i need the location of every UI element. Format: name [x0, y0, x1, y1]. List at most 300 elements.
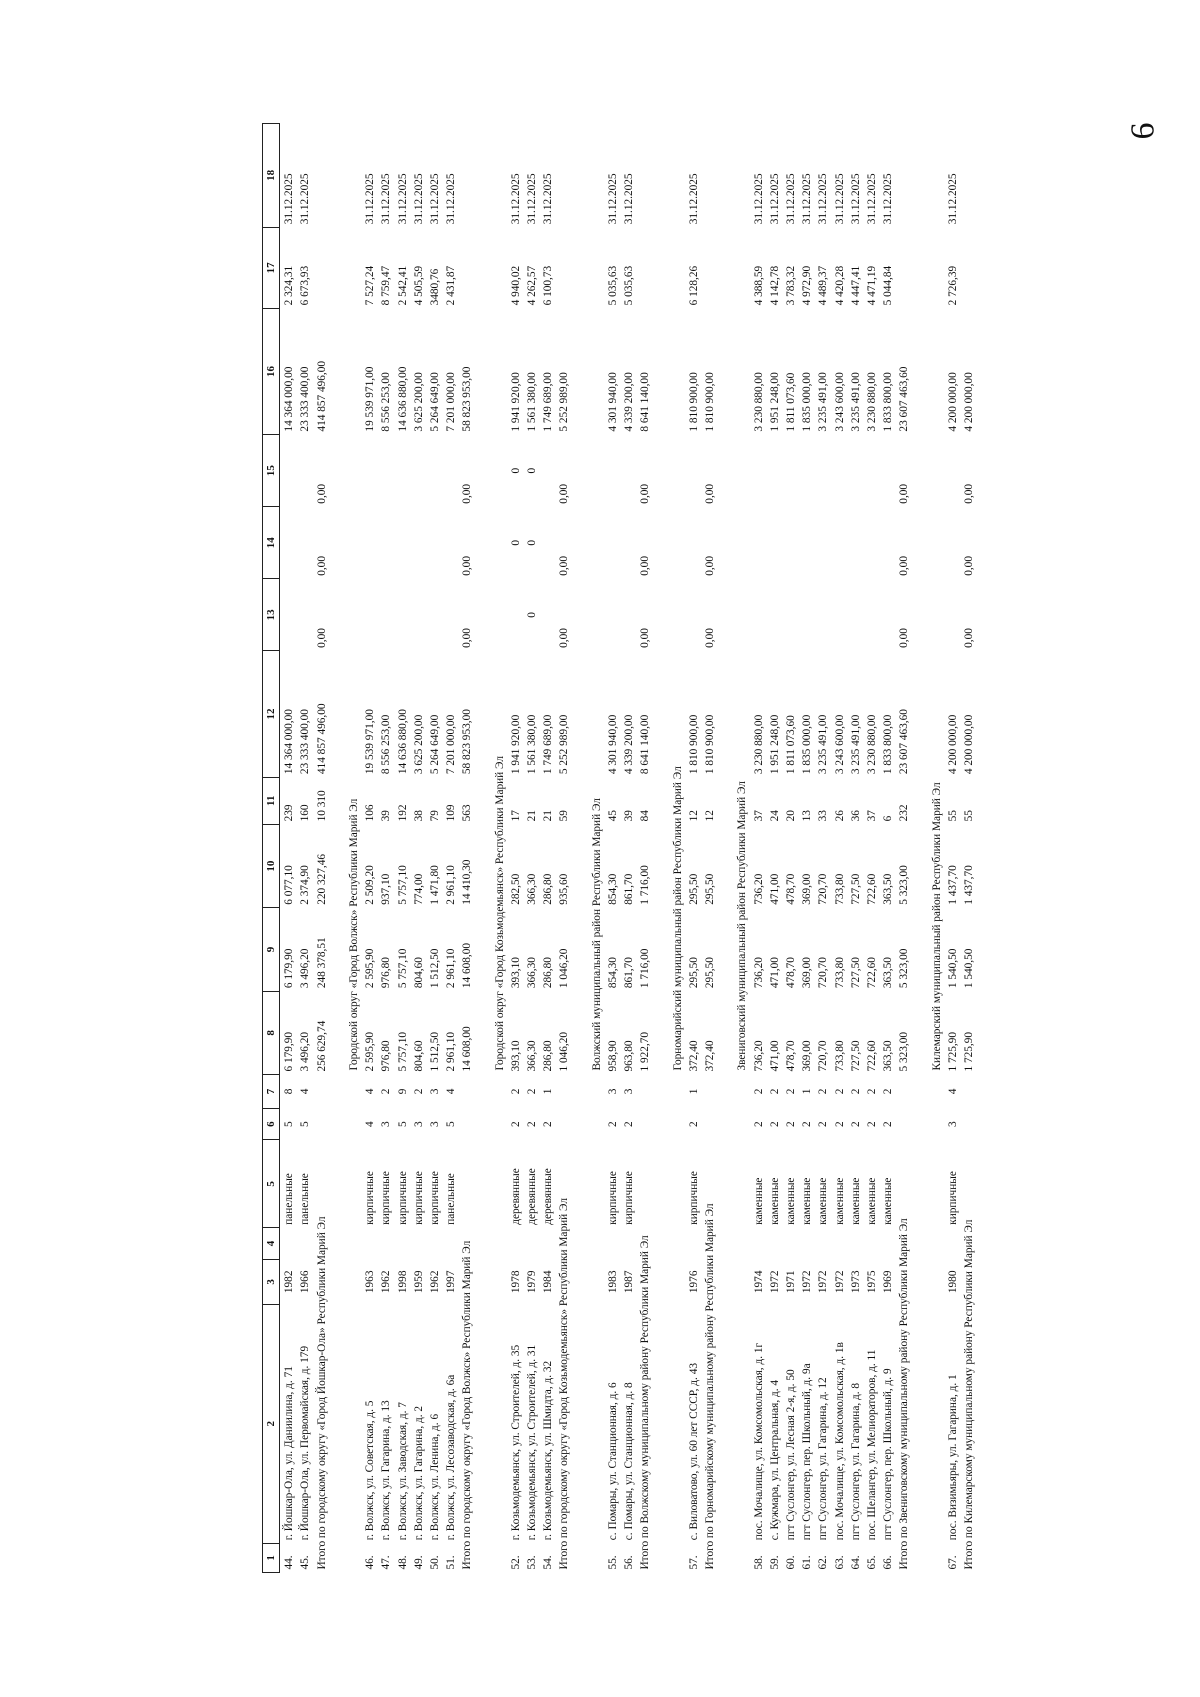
value-c10: 720,70 — [817, 873, 830, 905]
value-c13 — [507, 579, 523, 651]
value-c18: 31.12.2025 — [283, 173, 296, 225]
empty-cell — [588, 1075, 604, 1573]
total-c17 — [895, 227, 911, 308]
value-c9: 366,30 — [526, 957, 539, 989]
value-c18: 31.12.2025 — [542, 173, 555, 225]
address-cell: пгт Суслонгер, ул. Лесная 2-я, д. 50 — [785, 1369, 798, 1541]
total-c12: 23 607 463,60 — [898, 709, 911, 775]
value-c18: 31.12.2025 — [364, 173, 377, 225]
value-c17: 4 940,02 — [509, 265, 522, 306]
section-header-row — [588, 124, 604, 1573]
year-cell: 1966 — [299, 1270, 312, 1294]
value-c15 — [410, 435, 426, 507]
total-c8: 1 922,70 — [639, 1031, 652, 1072]
value-c12: 1 810 900,00 — [687, 714, 700, 775]
column-header: 11 — [263, 777, 280, 824]
value-c14 — [766, 507, 782, 579]
year-cell: 1979 — [526, 1270, 539, 1294]
year-cell: 1962 — [380, 1270, 393, 1294]
total-c18 — [555, 124, 571, 228]
entrances-cell: 2 — [412, 1088, 425, 1095]
total-c13: 0,00 — [558, 628, 571, 648]
value-c15 — [798, 435, 814, 507]
column-header: 7 — [263, 1075, 280, 1109]
value-c9: 369,00 — [801, 957, 814, 989]
material-cell: каменные — [865, 1177, 878, 1225]
value-c16: 19 539 971,00 — [364, 366, 377, 432]
value-c10: 1 437,70 — [946, 865, 959, 905]
value-c15: 0 — [509, 467, 522, 474]
year-cell: 1972 — [801, 1270, 814, 1294]
value-c17: 4 972,90 — [801, 265, 814, 306]
housing-table — [262, 123, 976, 1573]
value-c11: 17 — [509, 810, 522, 822]
value-c10: 727,50 — [849, 873, 862, 905]
spacer-row — [329, 124, 345, 1573]
value-c10: 369,00 — [801, 873, 814, 905]
value-c10: 295,50 — [687, 873, 700, 905]
address-cell: пгт Суслонгер, ул. Гагарина, д. 8 — [849, 1382, 862, 1541]
value-c16: 7 201 000,00 — [445, 372, 458, 432]
value-c18: 31.12.2025 — [380, 173, 393, 225]
spacer-cell — [911, 124, 927, 1573]
value-c10: 478,70 — [785, 873, 798, 905]
value-c10: 722,60 — [865, 873, 878, 905]
empty-cell — [280, 1228, 297, 1260]
value-c15 — [426, 435, 442, 507]
floors-cell: 2 — [542, 1121, 555, 1127]
total-label: Итого по городскому округу «Город Козьмодемьянск» Республики Марий Эл — [558, 1198, 571, 1570]
value-c14 — [830, 507, 846, 579]
year-cell: 1973 — [849, 1270, 862, 1294]
total-c13: 0,00 — [639, 628, 652, 648]
value-c18: 31.12.2025 — [801, 173, 814, 225]
total-c16: 58 823 953,00 — [461, 366, 474, 432]
empty-cell — [620, 1228, 636, 1260]
floors-cell: 5 — [283, 1121, 296, 1127]
value-c14 — [377, 507, 393, 579]
floors-cell: 2 — [882, 1121, 895, 1127]
page-number: 6 — [1124, 122, 1162, 140]
total-c10: 935,60 — [558, 873, 571, 905]
value-c13 — [879, 579, 895, 651]
material-cell: кирпичные — [364, 1171, 377, 1225]
value-c16: 1 811 073,60 — [785, 372, 798, 432]
value-c17: 7 527,24 — [364, 265, 377, 306]
year-cell: 1998 — [396, 1270, 409, 1294]
value-c8: 976,80 — [380, 1040, 393, 1072]
value-c8: 6 179,90 — [283, 1031, 296, 1072]
empty-cell — [814, 1228, 830, 1260]
address-cell: г. Волжск, ул. Советская, д. 5 — [364, 1400, 377, 1541]
value-c16: 4 339 200,00 — [623, 372, 636, 432]
value-c12: 3 230 880,00 — [752, 714, 765, 775]
row-number: 56. — [623, 1555, 636, 1570]
total-c18 — [960, 124, 976, 228]
column-header: 17 — [263, 227, 280, 308]
floors-cell: 2 — [606, 1121, 619, 1127]
value-c12: 14 636 880,00 — [396, 709, 409, 775]
material-cell: панельные — [445, 1173, 458, 1225]
table-row — [507, 124, 523, 1573]
empty-cell — [296, 1228, 312, 1260]
section-header-row — [669, 124, 685, 1573]
value-c14 — [847, 507, 863, 579]
table-row — [296, 124, 312, 1573]
value-c12: 3 243 600,00 — [833, 714, 846, 775]
empty-cell — [539, 1228, 555, 1260]
total-c10: 220 327,46 — [315, 853, 328, 905]
value-c16: 4 301 940,00 — [606, 372, 619, 432]
table-row — [377, 124, 393, 1573]
value-c11: 21 — [542, 810, 555, 822]
value-c14 — [620, 507, 636, 579]
material-cell: кирпичные — [687, 1171, 700, 1225]
value-c11: 24 — [768, 810, 781, 822]
value-c10: 6 077,10 — [283, 865, 296, 905]
value-c9: 6 179,90 — [283, 948, 296, 989]
material-cell: панельные — [299, 1173, 312, 1225]
total-c10: 1 437,70 — [963, 865, 976, 905]
value-c14 — [604, 507, 620, 579]
entrances-cell: 3 — [606, 1088, 619, 1095]
value-c14 — [280, 507, 297, 579]
address-cell: с. Помары, ул. Станционная, д. 6 — [606, 1382, 619, 1541]
total-c17 — [701, 227, 717, 308]
material-cell: кирпичные — [380, 1171, 393, 1225]
material-cell: каменные — [752, 1177, 765, 1225]
total-c9: 248 378,51 — [315, 937, 328, 989]
empty-cell — [782, 1228, 798, 1260]
total-c18 — [895, 124, 911, 228]
value-c15: 0 — [526, 467, 539, 474]
value-c15 — [814, 435, 830, 507]
floors-cell: 2 — [817, 1121, 830, 1127]
total-row — [701, 124, 717, 1573]
table-row — [830, 124, 846, 1573]
value-c8: 736,20 — [752, 1040, 765, 1072]
value-c10: 733,80 — [833, 873, 846, 905]
entrances-cell: 2 — [817, 1088, 830, 1095]
value-c9: 733,80 — [833, 957, 846, 989]
table-row — [944, 124, 960, 1573]
spacer-row — [652, 124, 668, 1573]
value-c12: 3 235 491,00 — [849, 714, 862, 775]
value-c15 — [377, 435, 393, 507]
empty-cell — [830, 1228, 846, 1260]
value-c8: 963,80 — [623, 1040, 636, 1072]
value-c16: 1 951 248,00 — [768, 372, 781, 432]
address-cell: г. Козьмодемьянск, ул. Строителей, д. 31 — [526, 1344, 539, 1541]
floors-cell: 3 — [412, 1121, 425, 1127]
row-number: 63. — [833, 1555, 846, 1570]
address-cell: пос. Мочалище, ул. Комсомольская, д. 1в — [833, 1342, 846, 1541]
empty-cell — [426, 1228, 442, 1260]
value-c8: 804,60 — [412, 1040, 425, 1072]
value-c18: 31.12.2025 — [865, 173, 878, 225]
total-c16: 8 641 140,00 — [639, 372, 652, 432]
value-c18: 31.12.2025 — [412, 173, 425, 225]
total-c16: 23 607 463,60 — [898, 366, 911, 432]
row-number: 54. — [542, 1555, 555, 1570]
value-c13 — [863, 579, 879, 651]
table-row — [280, 124, 297, 1573]
value-c15 — [393, 435, 409, 507]
empty-cell — [377, 1228, 393, 1260]
row-number: 45. — [299, 1555, 312, 1570]
total-c12: 58 823 953,00 — [461, 709, 474, 775]
value-c9: 736,20 — [752, 957, 765, 989]
total-row — [895, 124, 911, 1573]
rotated-table-container — [262, 123, 1200, 1573]
table-row — [410, 124, 426, 1573]
row-number: 44. — [283, 1555, 296, 1570]
floors-cell: 4 — [364, 1121, 377, 1127]
material-cell: каменные — [768, 1177, 781, 1225]
value-c16: 14 364 000,00 — [283, 366, 296, 432]
total-c15: 0,00 — [898, 483, 911, 504]
value-c17: 2 324,31 — [283, 265, 296, 306]
value-c9: 804,60 — [412, 957, 425, 989]
column-header: 1 — [263, 1543, 280, 1572]
value-c11: 37 — [752, 810, 765, 822]
floors-cell: 2 — [865, 1121, 878, 1127]
value-c12: 4 301 940,00 — [606, 714, 619, 775]
value-c11: 6 — [882, 815, 895, 822]
value-c12: 3 230 880,00 — [865, 714, 878, 775]
value-c11: 21 — [526, 810, 539, 822]
total-c12: 4 200 000,00 — [963, 714, 976, 775]
value-c14 — [539, 507, 555, 579]
spacer-row — [474, 124, 490, 1573]
value-c10: 854,30 — [606, 873, 619, 905]
total-row — [636, 124, 652, 1573]
value-c12: 8 556 253,00 — [380, 714, 393, 775]
value-c14 — [426, 507, 442, 579]
value-c11: 79 — [428, 810, 441, 822]
row-number: 49. — [412, 1555, 425, 1570]
value-c10: 2 374,90 — [299, 865, 312, 905]
value-c17: 4 471,19 — [865, 265, 878, 306]
floors-cell: 2 — [849, 1121, 862, 1127]
value-c8: 5 757,10 — [396, 1031, 409, 1072]
value-c13 — [361, 579, 377, 651]
entrances-cell: 2 — [509, 1088, 522, 1095]
value-c9: 478,70 — [785, 957, 798, 989]
total-c11: 84 — [639, 810, 652, 822]
section-header-row — [345, 124, 361, 1573]
spacer-row — [911, 124, 927, 1573]
value-c9: 286,80 — [542, 957, 555, 989]
table-row — [523, 124, 539, 1573]
table-row — [539, 124, 555, 1573]
value-c14 — [863, 507, 879, 579]
entrances-cell: 8 — [283, 1088, 296, 1095]
total-label: Итого по городскому округу «Город Йошкар-Ола» Республики Марий Эл — [315, 1216, 328, 1570]
total-c13: 0,00 — [315, 628, 328, 648]
value-c11: 109 — [445, 804, 458, 822]
table-row — [361, 124, 377, 1573]
row-number: 65. — [865, 1555, 878, 1570]
material-cell: кирпичные — [428, 1171, 441, 1225]
value-c13 — [782, 579, 798, 651]
entrances-cell: 2 — [752, 1088, 765, 1095]
total-c12: 8 641 140,00 — [639, 714, 652, 775]
address-cell: г. Волжск, ул. Ленина, д. 6 — [428, 1413, 441, 1541]
total-c9: 1 046,20 — [558, 948, 571, 989]
section-title: Городской округ «Город Волжск» Республики Марий Эл — [347, 798, 360, 1071]
value-c13 — [830, 579, 846, 651]
total-c12: 414 857 496,00 — [315, 703, 328, 775]
row-number: 47. — [380, 1555, 393, 1570]
section-header-row — [928, 124, 944, 1573]
row-number: 52. — [509, 1555, 522, 1570]
empty-cell — [345, 1075, 361, 1573]
total-label: Итого по городскому округу «Город Волжск» Республики Марий Эл — [461, 1240, 474, 1570]
spacer-row — [571, 124, 587, 1573]
value-c15 — [361, 435, 377, 507]
value-c9: 1 512,50 — [428, 948, 441, 989]
value-c13 — [814, 579, 830, 651]
year-cell: 1997 — [445, 1270, 458, 1294]
total-c15: 0,00 — [639, 483, 652, 504]
entrances-cell: 2 — [833, 1088, 846, 1095]
spacer-row — [717, 124, 733, 1573]
year-cell: 1969 — [882, 1270, 895, 1294]
year-cell: 1984 — [542, 1270, 555, 1294]
value-c16: 5 264 649,00 — [428, 372, 441, 432]
address-cell: г. Волжск, ул. Гагарина, д. 13 — [380, 1400, 393, 1541]
empty-cell — [490, 1075, 506, 1573]
section-title: Горномарийский муниципальный район Республики Марий Эл — [671, 766, 684, 1071]
value-c8: 1 512,50 — [428, 1031, 441, 1072]
column-header: 6 — [263, 1108, 280, 1140]
section-header-row — [733, 124, 749, 1573]
column-header: 10 — [263, 824, 280, 907]
value-c17: 2 431,87 — [445, 265, 458, 306]
floors-cell: 5 — [299, 1121, 312, 1127]
value-c12: 1 749 689,00 — [542, 714, 555, 775]
value-c9: 1 540,50 — [946, 948, 959, 989]
row-number: 62. — [817, 1555, 830, 1570]
value-c10: 366,30 — [526, 873, 539, 905]
value-c9: 471,00 — [768, 957, 781, 989]
entrances-cell: 2 — [882, 1088, 895, 1095]
value-c17: 4 420,28 — [833, 265, 846, 306]
value-c11: 36 — [849, 810, 862, 822]
entrances-cell: 1 — [542, 1088, 555, 1095]
value-c10: 1 471,80 — [428, 865, 441, 905]
value-c15 — [782, 435, 798, 507]
value-c14 — [393, 507, 409, 579]
value-c14 — [782, 507, 798, 579]
year-cell: 1959 — [412, 1270, 425, 1294]
row-number: 66. — [882, 1555, 895, 1570]
value-c13 — [280, 579, 297, 651]
entrances-cell: 3 — [428, 1088, 441, 1095]
empty-cell — [669, 1075, 685, 1573]
entrances-cell: 4 — [364, 1088, 377, 1095]
value-c12: 23 333 400,00 — [299, 709, 312, 775]
value-c11: 38 — [412, 810, 425, 822]
value-c8: 369,00 — [801, 1040, 814, 1072]
floors-cell: 2 — [526, 1121, 539, 1127]
address-cell: г. Волжск, ул. Гагарина, д. 2 — [412, 1405, 425, 1541]
value-c11: 55 — [946, 810, 959, 822]
row-number: 64. — [849, 1555, 862, 1570]
total-c10: 1 716,00 — [639, 865, 652, 905]
value-c8: 722,60 — [865, 1040, 878, 1072]
entrances-cell: 2 — [768, 1088, 781, 1095]
value-c18: 31.12.2025 — [299, 173, 312, 225]
material-cell: каменные — [801, 1177, 814, 1225]
value-c16: 1 561 380,00 — [526, 372, 539, 432]
empty-cell — [361, 1228, 377, 1260]
total-c14: 0,00 — [898, 556, 911, 576]
address-cell: пгт Суслонгер, пер. Школьный, д. 9 — [882, 1368, 895, 1541]
value-c10: 282,50 — [509, 873, 522, 905]
value-c18: 31.12.2025 — [623, 173, 636, 225]
material-cell: каменные — [833, 1177, 846, 1225]
empty-cell — [879, 1228, 895, 1260]
value-c12: 3 625 200,00 — [412, 714, 425, 775]
total-c16: 1 810 900,00 — [704, 372, 717, 432]
value-c14 — [749, 507, 765, 579]
total-c16: 4 200 000,00 — [963, 372, 976, 432]
year-cell: 1978 — [509, 1270, 522, 1294]
value-c16: 4 200 000,00 — [946, 372, 959, 432]
value-c13 — [539, 579, 555, 651]
value-c13 — [377, 579, 393, 651]
value-c13 — [296, 579, 312, 651]
value-c11: 39 — [623, 810, 636, 822]
total-c9: 295,50 — [704, 957, 717, 989]
empty-cell — [507, 1228, 523, 1260]
floors-cell: 5 — [396, 1121, 409, 1127]
value-c9: 2 595,90 — [364, 948, 377, 989]
year-cell: 1983 — [606, 1270, 619, 1294]
value-c15 — [296, 435, 312, 507]
total-c18 — [312, 124, 328, 228]
value-c14: 0 — [509, 539, 522, 546]
value-c14 — [685, 507, 701, 579]
total-c8: 372,40 — [704, 1040, 717, 1072]
value-c8: 478,70 — [785, 1040, 798, 1072]
empty-cell — [944, 1228, 960, 1260]
table-row — [685, 124, 701, 1573]
total-c16: 5 252 989,00 — [558, 372, 571, 432]
value-c16: 1 833 800,00 — [882, 372, 895, 432]
value-c12: 19 539 971,00 — [364, 709, 377, 775]
value-c17: 5 035,63 — [606, 265, 619, 306]
row-number: 60. — [785, 1555, 798, 1570]
value-c13 — [685, 579, 701, 651]
table-row — [426, 124, 442, 1573]
floors-cell: 2 — [785, 1121, 798, 1127]
spacer-cell — [717, 124, 733, 1573]
entrances-cell: 3 — [623, 1088, 636, 1095]
table-row — [879, 124, 895, 1573]
total-c8: 1 725,90 — [963, 1031, 976, 1072]
total-c14: 0,00 — [558, 556, 571, 576]
value-c18: 31.12.2025 — [526, 173, 539, 225]
material-cell: деревянные — [526, 1168, 539, 1225]
value-c12: 4 339 200,00 — [623, 714, 636, 775]
entrances-cell: 4 — [445, 1088, 458, 1095]
total-c13: 0,00 — [898, 628, 911, 648]
material-cell: кирпичные — [946, 1171, 959, 1225]
total-c8: 5 323,00 — [898, 1031, 911, 1072]
